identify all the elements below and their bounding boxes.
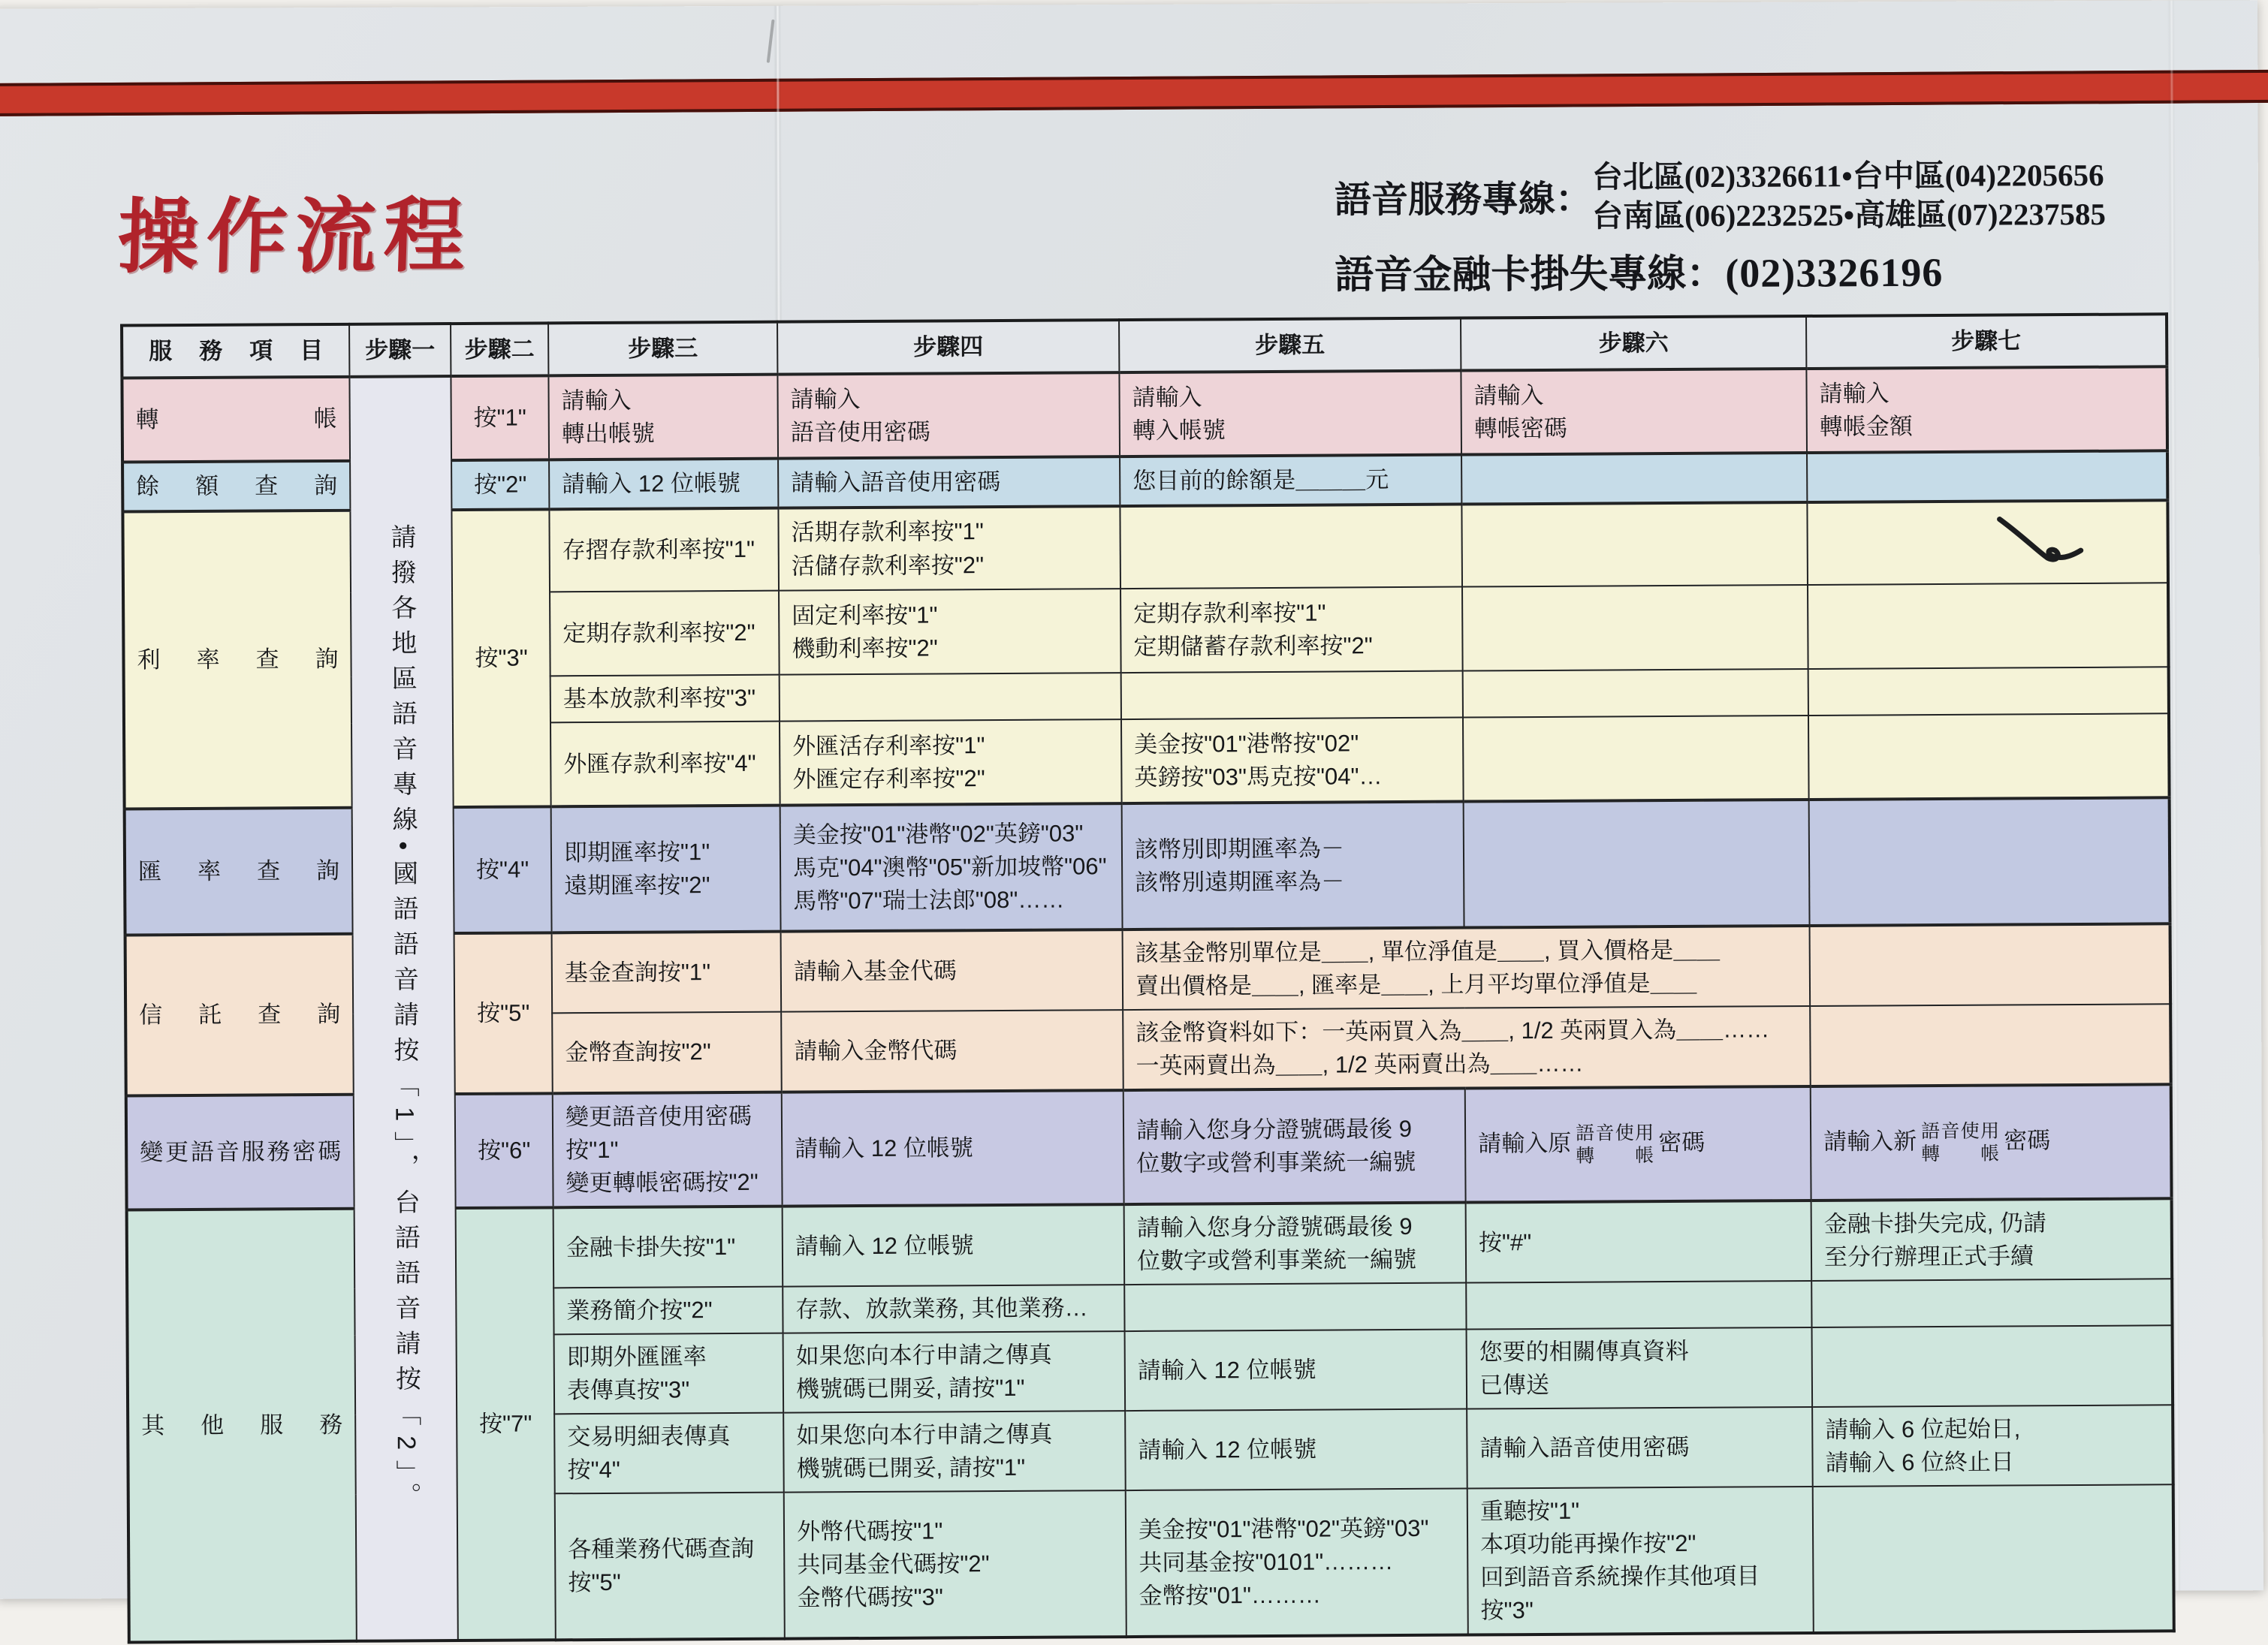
cell-detailfax-step4: 如果您向本行申請之傳真 機號碼已開妥, 請按"1" [783,1411,1126,1493]
cell-password-step3: 變更語音使用密碼 按"1" 變更轉帳密碼按"2" [553,1092,783,1208]
cell-exchange-step5: 該幣別即期匯率為－ 該幣別遠期匯率為－ [1122,802,1464,930]
card-loss-hotline-label: 語音金融卡掛失專線： [1335,252,1726,297]
decorative-red-stripe [0,70,2268,116]
cell-password-step2: 按"6" [455,1093,553,1208]
voice-hotline-row [1335,155,2247,237]
col-header-step4: 步驟四 [777,320,1119,375]
cell-codes-step5: 美金按"01"港幣"02"英鎊"03" 共同基金按"0101"……… 金幣按"01"……… [1126,1489,1468,1637]
cell-transfer-step7: 請輸入 轉帳金額 [1806,366,2167,453]
cell-rate-passbook-step5 [1120,505,1462,589]
cell-balance-step6 [1461,453,1807,505]
cell-codes-step7 [1813,1485,2174,1634]
cell-balance-step3: 請輸入 12 位帳號 [549,459,778,510]
service-label-trust: 信 託 查 詢 [125,934,354,1096]
cell-rate-base-step4 [780,673,1121,722]
service-label-balance: 餘 額 查 詢 [122,461,350,512]
paper-fold-notch [767,20,775,63]
cell-rate-passbook-step7 [1807,500,2168,585]
cell-cardloss-step3: 金融卡掛失按"1" [553,1207,783,1288]
cell-trust-fund-step7 [1810,923,2171,1006]
cell-transfer-step2: 按"1" [451,375,549,460]
col-header-step6: 步驟六 [1461,316,1806,371]
password-step7-suffix: 密碼 [2004,1127,2051,1154]
cell-rate-foreign-step3: 外匯存款利率按"4" [550,722,780,807]
cell-rate-step2: 按"3" [451,509,550,807]
cell-password-step7 [1811,1084,2172,1201]
cell-exchange-step3: 即期匯率按"1" 遠期匯率按"2" [551,806,781,933]
cell-cardloss-step6: 按"#" [1466,1201,1812,1283]
password-step6-stack [1576,1122,1654,1167]
col-header-step5: 步驟五 [1119,318,1461,373]
cell-intro-step3: 業務簡介按"2" [553,1287,783,1335]
cell-exchange-step7 [1809,797,2170,926]
cell-password-step6 [1465,1086,1811,1203]
password-step6-bottom: 轉帳 [1576,1145,1654,1167]
cell-transfer-step3: 請輸入 轉出帳號 [548,375,778,460]
service-label-other: 其 他 服 務 [127,1209,357,1643]
cell-other-step2: 按"7" [456,1207,556,1640]
password-step7-bottom: 轉帳 [1921,1143,2000,1165]
cell-transfer-step5: 請輸入 轉入帳號 [1119,371,1461,457]
hotline-block [1335,155,2248,300]
cell-detailfax-step7: 請輸入 6 位起始日, 請輸入 6 位終止日 [1812,1405,2173,1487]
cell-exchange-step2: 按"4" [454,806,552,933]
cell-rate-fixed-step3: 定期存款利率按"2" [550,591,780,676]
row-transfer [122,366,2167,462]
cell-rate-base-step3: 基本放款利率按"3" [550,675,780,723]
cell-rate-fixed-step5: 定期存款利率按"1" 定期儲蓄存款利率按"2" [1120,587,1463,673]
cell-password-step5: 請輸入您身分證號碼最後 9 位數字或營利事業統一編號 [1123,1089,1466,1205]
cell-intro-step5 [1124,1283,1466,1332]
cell-balance-step2: 按"2" [451,459,549,510]
cell-rate-base-step7 [1808,667,2169,716]
cell-detailfax-step6: 請輸入語音使用密碼 [1467,1407,1813,1489]
operation-flow-table [120,312,2176,1643]
voice-hotline-label: 語音服務專線： [1334,179,1593,221]
card-loss-hotline-row [1335,240,2247,300]
cell-codes-step4: 外幣代碼按"1" 共同基金代碼按"2" 金幣代碼按"3" [784,1490,1126,1639]
cell-rate-base-step5 [1121,671,1463,720]
cell-transfer-step4: 請輸入 語音使用密碼 [777,372,1120,459]
cell-intro-step6 [1466,1281,1811,1330]
cell-codes-step6: 重聽按"1" 本項功能再操作按"2" 回到語音系統操作其他項目按"3" [1467,1487,1814,1635]
cell-fxfax-step4: 如果您向本行申請之傳真 機號碼已開妥, 請按"1" [783,1331,1126,1413]
password-step7-stack [1921,1120,1999,1166]
cell-fxfax-step6: 您要的相關傳真資料 已傳送 [1467,1327,1813,1409]
cell-trust-gold-step3: 金幣查詢按"2" [552,1012,782,1094]
col-header-service: 服 務 項 目 [122,324,349,378]
password-step7-prefix: 請輸入新 [1823,1128,1917,1155]
cell-cardloss-step5: 請輸入您身分證號碼最後 9 位數字或營利事業統一編號 [1124,1203,1467,1285]
cell-rate-foreign-step4: 外匯活存利率按"1" 外匯定存利率按"2" [780,719,1122,806]
cell-fxfax-step3: 即期外匯匯率 表傳真按"3" [554,1333,784,1415]
cell-balance-step5: 您目前的餘額是＿＿＿元 [1120,455,1461,507]
cell-detailfax-step3: 交易明細表傳真 按"4" [554,1413,784,1494]
cell-trust-gold-step5: 該金幣資料如下：一英兩買入為＿＿, 1/2 英兩買入為＿＿…… 一英兩賣出為＿＿, 1/2 英兩賣出為＿＿…… [1123,1006,1811,1090]
cell-detailfax-step5: 請輸入 12 位帳號 [1125,1409,1467,1491]
cell-balance-step7 [1807,450,2167,502]
cell-transfer-step6: 請輸入 轉帳密碼 [1461,369,1807,455]
cell-balance-step4: 請輸入語音使用密碼 [778,456,1120,508]
cell-rate-passbook-step3: 存摺存款利率按"1" [549,508,779,592]
voice-hotline-line1: 台北區(02)3326611•台中區(04)2205656 [1591,158,2104,194]
voice-hotline-line2: 台南區(06)2232525•高雄區(07)2237585 [1591,197,2107,234]
cell-rate-fixed-step6 [1462,585,1808,671]
cell-intro-step4: 存款、放款業務, 其他業務… [783,1285,1124,1333]
cell-password-step4: 請輸入 12 位帳號 [782,1090,1124,1207]
service-label-rate: 利 率 查 詢 [122,511,351,809]
cell-rate-foreign-step7 [1808,713,2170,800]
voice-hotline-numbers [1592,155,2106,237]
cell-rate-fixed-step7 [1808,583,2169,669]
cell-exchange-step6 [1464,800,1810,928]
password-step6-prefix: 請輸入原 [1478,1130,1572,1157]
cell-trust-fund-step5: 該基金幣別單位是＿＿, 單位淨值是＿＿, 買入價格是＿＿ 賣出價格是＿＿, 匯率是＿＿, 上月平均單位淨值是＿＿ [1123,926,1811,1010]
page-title: 操作流程 [116,192,474,284]
password-step6-top: 語音使用 [1575,1122,1654,1144]
cell-step1-instruction [349,376,457,1641]
cell-trust-fund-step4: 請輸入基金代碼 [781,929,1123,1012]
password-step6-suffix: 密碼 [1658,1129,1706,1156]
cell-rate-fixed-step4: 固定利率按"1" 機動利率按"2" [779,589,1121,675]
cell-trust-fund-step3: 基金查詢按"1" [552,932,782,1014]
cell-exchange-step4: 美金按"01"港幣"02"英鎊"03" 馬克"04"澳幣"05"新加坡幣"06" 馬幣"07"瑞士法郎"08"…… [780,803,1123,932]
step1-instruction-text: 請撥各地區語音專線•國語語音請按「1」，台語語音請按「2」。 [387,523,421,1518]
cell-codes-step3: 各種業務代碼查詢 按"5" [555,1493,785,1640]
cell-cardloss-step7: 金融卡掛失完成, 仍請 至分行辦理正式手續 [1811,1198,2173,1281]
col-header-step2: 步驟二 [451,323,548,376]
col-header-step7: 步驟七 [1806,314,2167,369]
cell-rate-foreign-step5: 美金按"01"港幣按"02" 英鎊按"03"馬克按"04"… [1121,718,1464,804]
password-step7-top: 語音使用 [1920,1120,2000,1143]
service-label-exchange: 匯 率 查 詢 [125,808,353,935]
cell-cardloss-step4: 請輸入 12 位帳號 [783,1204,1125,1287]
cell-fxfax-step7 [1812,1325,2173,1407]
col-header-step3: 步驟三 [548,322,777,376]
cell-trust-step2: 按"5" [454,932,553,1094]
cell-trust-gold-step4: 請輸入金幣代碼 [781,1010,1123,1092]
cell-rate-base-step6 [1463,669,1808,718]
card-loss-hotline-number: (02)3326196 [1725,249,1944,296]
cell-rate-passbook-step6 [1461,502,1808,587]
col-header-step1: 步驟一 [349,324,451,377]
cell-rate-passbook-step4: 活期存款利率按"1" 活儲存款利率按"2" [778,506,1120,591]
service-label-password-change: 變更語音服務密碼 [126,1095,354,1210]
handwritten-checkmark-icon [1992,508,2105,584]
cell-rate-foreign-step6 [1463,716,1809,802]
cell-fxfax-step5: 請輸入 12 位帳號 [1125,1330,1467,1412]
service-label-transfer: 轉 帳 [122,377,350,462]
cell-trust-gold-step7 [1810,1004,2171,1086]
cell-intro-step7 [1811,1279,2172,1327]
